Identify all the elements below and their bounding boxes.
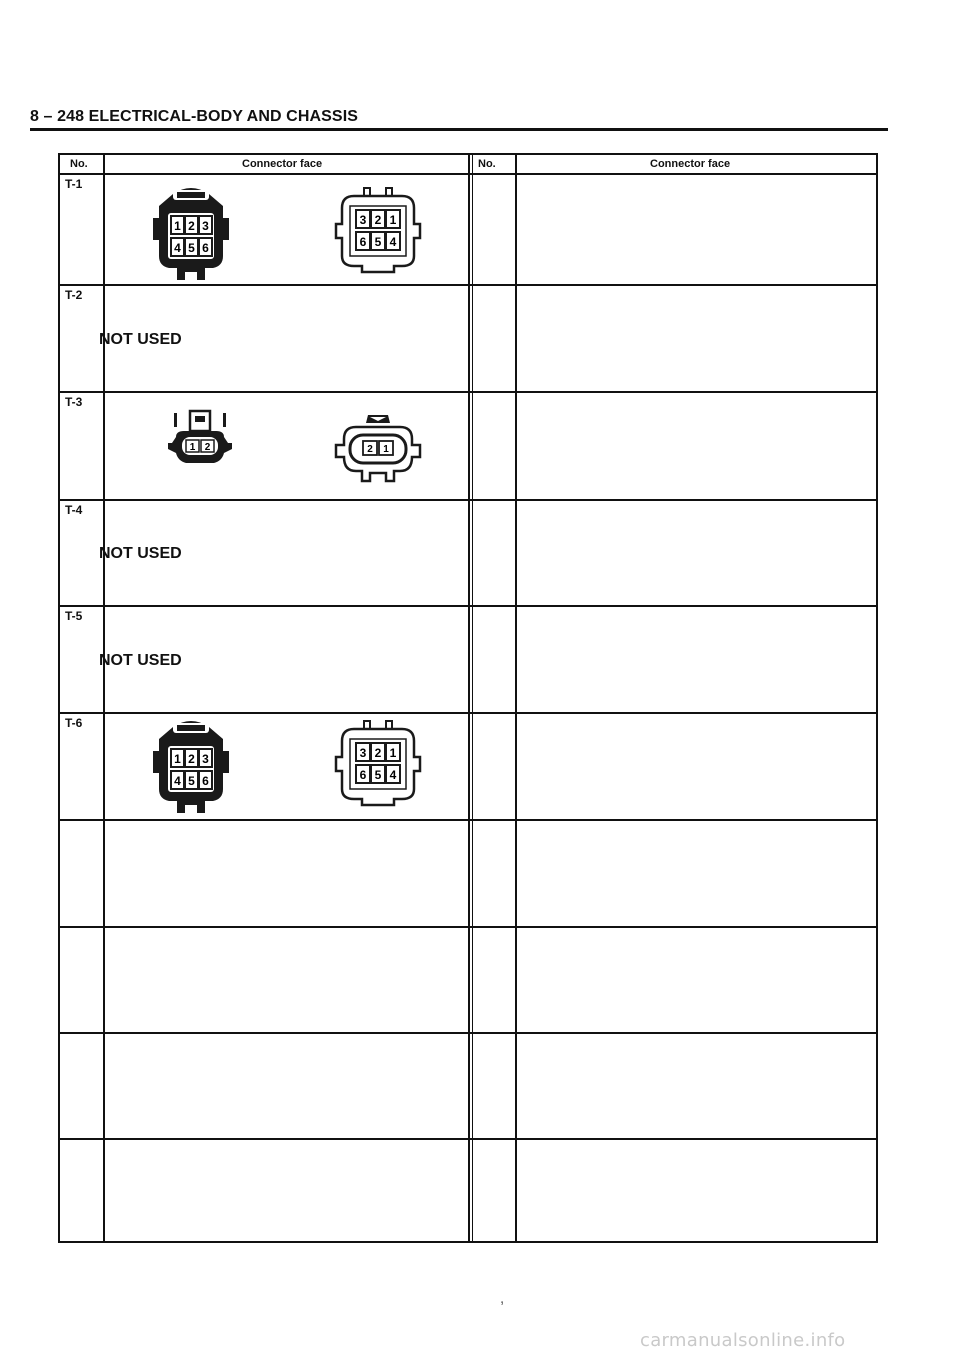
pin-label: 1	[174, 219, 181, 233]
divider	[60, 391, 876, 393]
pin-label: 6	[202, 241, 209, 255]
pin-label: 2	[367, 444, 373, 455]
male-connector-6pin-icon	[330, 186, 426, 276]
pin-label: 2	[374, 746, 382, 760]
pin-label: 2	[188, 752, 195, 766]
pin-label: 4	[174, 241, 181, 255]
pin-label: 1	[389, 213, 397, 227]
male-connector-2pin-icon	[332, 409, 424, 489]
pin-label: 3	[202, 219, 209, 233]
divider	[60, 926, 876, 928]
pin-label: 6	[359, 235, 367, 249]
pin-label: 5	[374, 235, 382, 249]
row-number: T-2	[65, 288, 83, 302]
connector-table	[58, 153, 878, 1243]
pin-label: 4	[389, 235, 397, 249]
column-header-connector-face: Connector face	[242, 158, 323, 170]
pin-label: 3	[202, 752, 209, 766]
pin-label: 3	[359, 213, 367, 227]
row-number: T-4	[65, 503, 83, 517]
pin-label: 2	[374, 213, 382, 227]
divider	[60, 1032, 876, 1034]
row-number: T-5	[65, 609, 83, 623]
female-connector-6pin-icon	[143, 715, 239, 819]
female-connector-6pin-icon	[143, 182, 239, 286]
pin-label: 6	[202, 774, 209, 788]
watermark: carmanualsonline.info	[640, 1330, 846, 1351]
divider	[103, 155, 105, 1241]
pin-label: 6	[359, 768, 367, 782]
pin-label: 3	[359, 746, 367, 760]
pin-label: 1	[174, 752, 181, 766]
not-used-label: NOT USED	[99, 545, 182, 562]
divider	[515, 155, 517, 1241]
column-header-no-right: No.	[478, 158, 496, 170]
divider	[60, 499, 876, 501]
pin-label: 1	[389, 746, 397, 760]
row-number: T-3	[65, 395, 83, 409]
pin-label: 5	[188, 241, 195, 255]
pin-label: 5	[188, 774, 195, 788]
row-number: T-6	[65, 716, 83, 730]
divider	[60, 712, 876, 714]
pin-label: 2	[204, 442, 211, 453]
not-used-label: NOT USED	[99, 331, 182, 348]
divider	[60, 173, 876, 175]
divider	[60, 1138, 876, 1140]
row-number: T-1	[65, 177, 83, 191]
divider	[472, 155, 473, 1241]
male-connector-6pin-icon	[330, 719, 426, 809]
pin-label: 4	[174, 774, 181, 788]
footer-mark: ,	[500, 1290, 505, 1307]
column-header-connector-face-right: Connector face	[650, 158, 731, 170]
pin-label: 5	[374, 768, 382, 782]
female-connector-2pin-icon	[160, 409, 240, 473]
pin-label: 4	[389, 768, 397, 782]
column-header-no: No.	[70, 158, 88, 170]
divider	[60, 819, 876, 821]
divider	[468, 155, 470, 1241]
divider	[60, 605, 876, 607]
pin-label: 1	[383, 444, 389, 455]
page-title: 8 – 248 ELECTRICAL-BODY AND CHASSIS	[30, 108, 359, 125]
pin-label: 1	[189, 442, 196, 453]
not-used-label: NOT USED	[99, 652, 182, 669]
header-rule	[30, 128, 888, 131]
pin-label: 2	[188, 219, 195, 233]
